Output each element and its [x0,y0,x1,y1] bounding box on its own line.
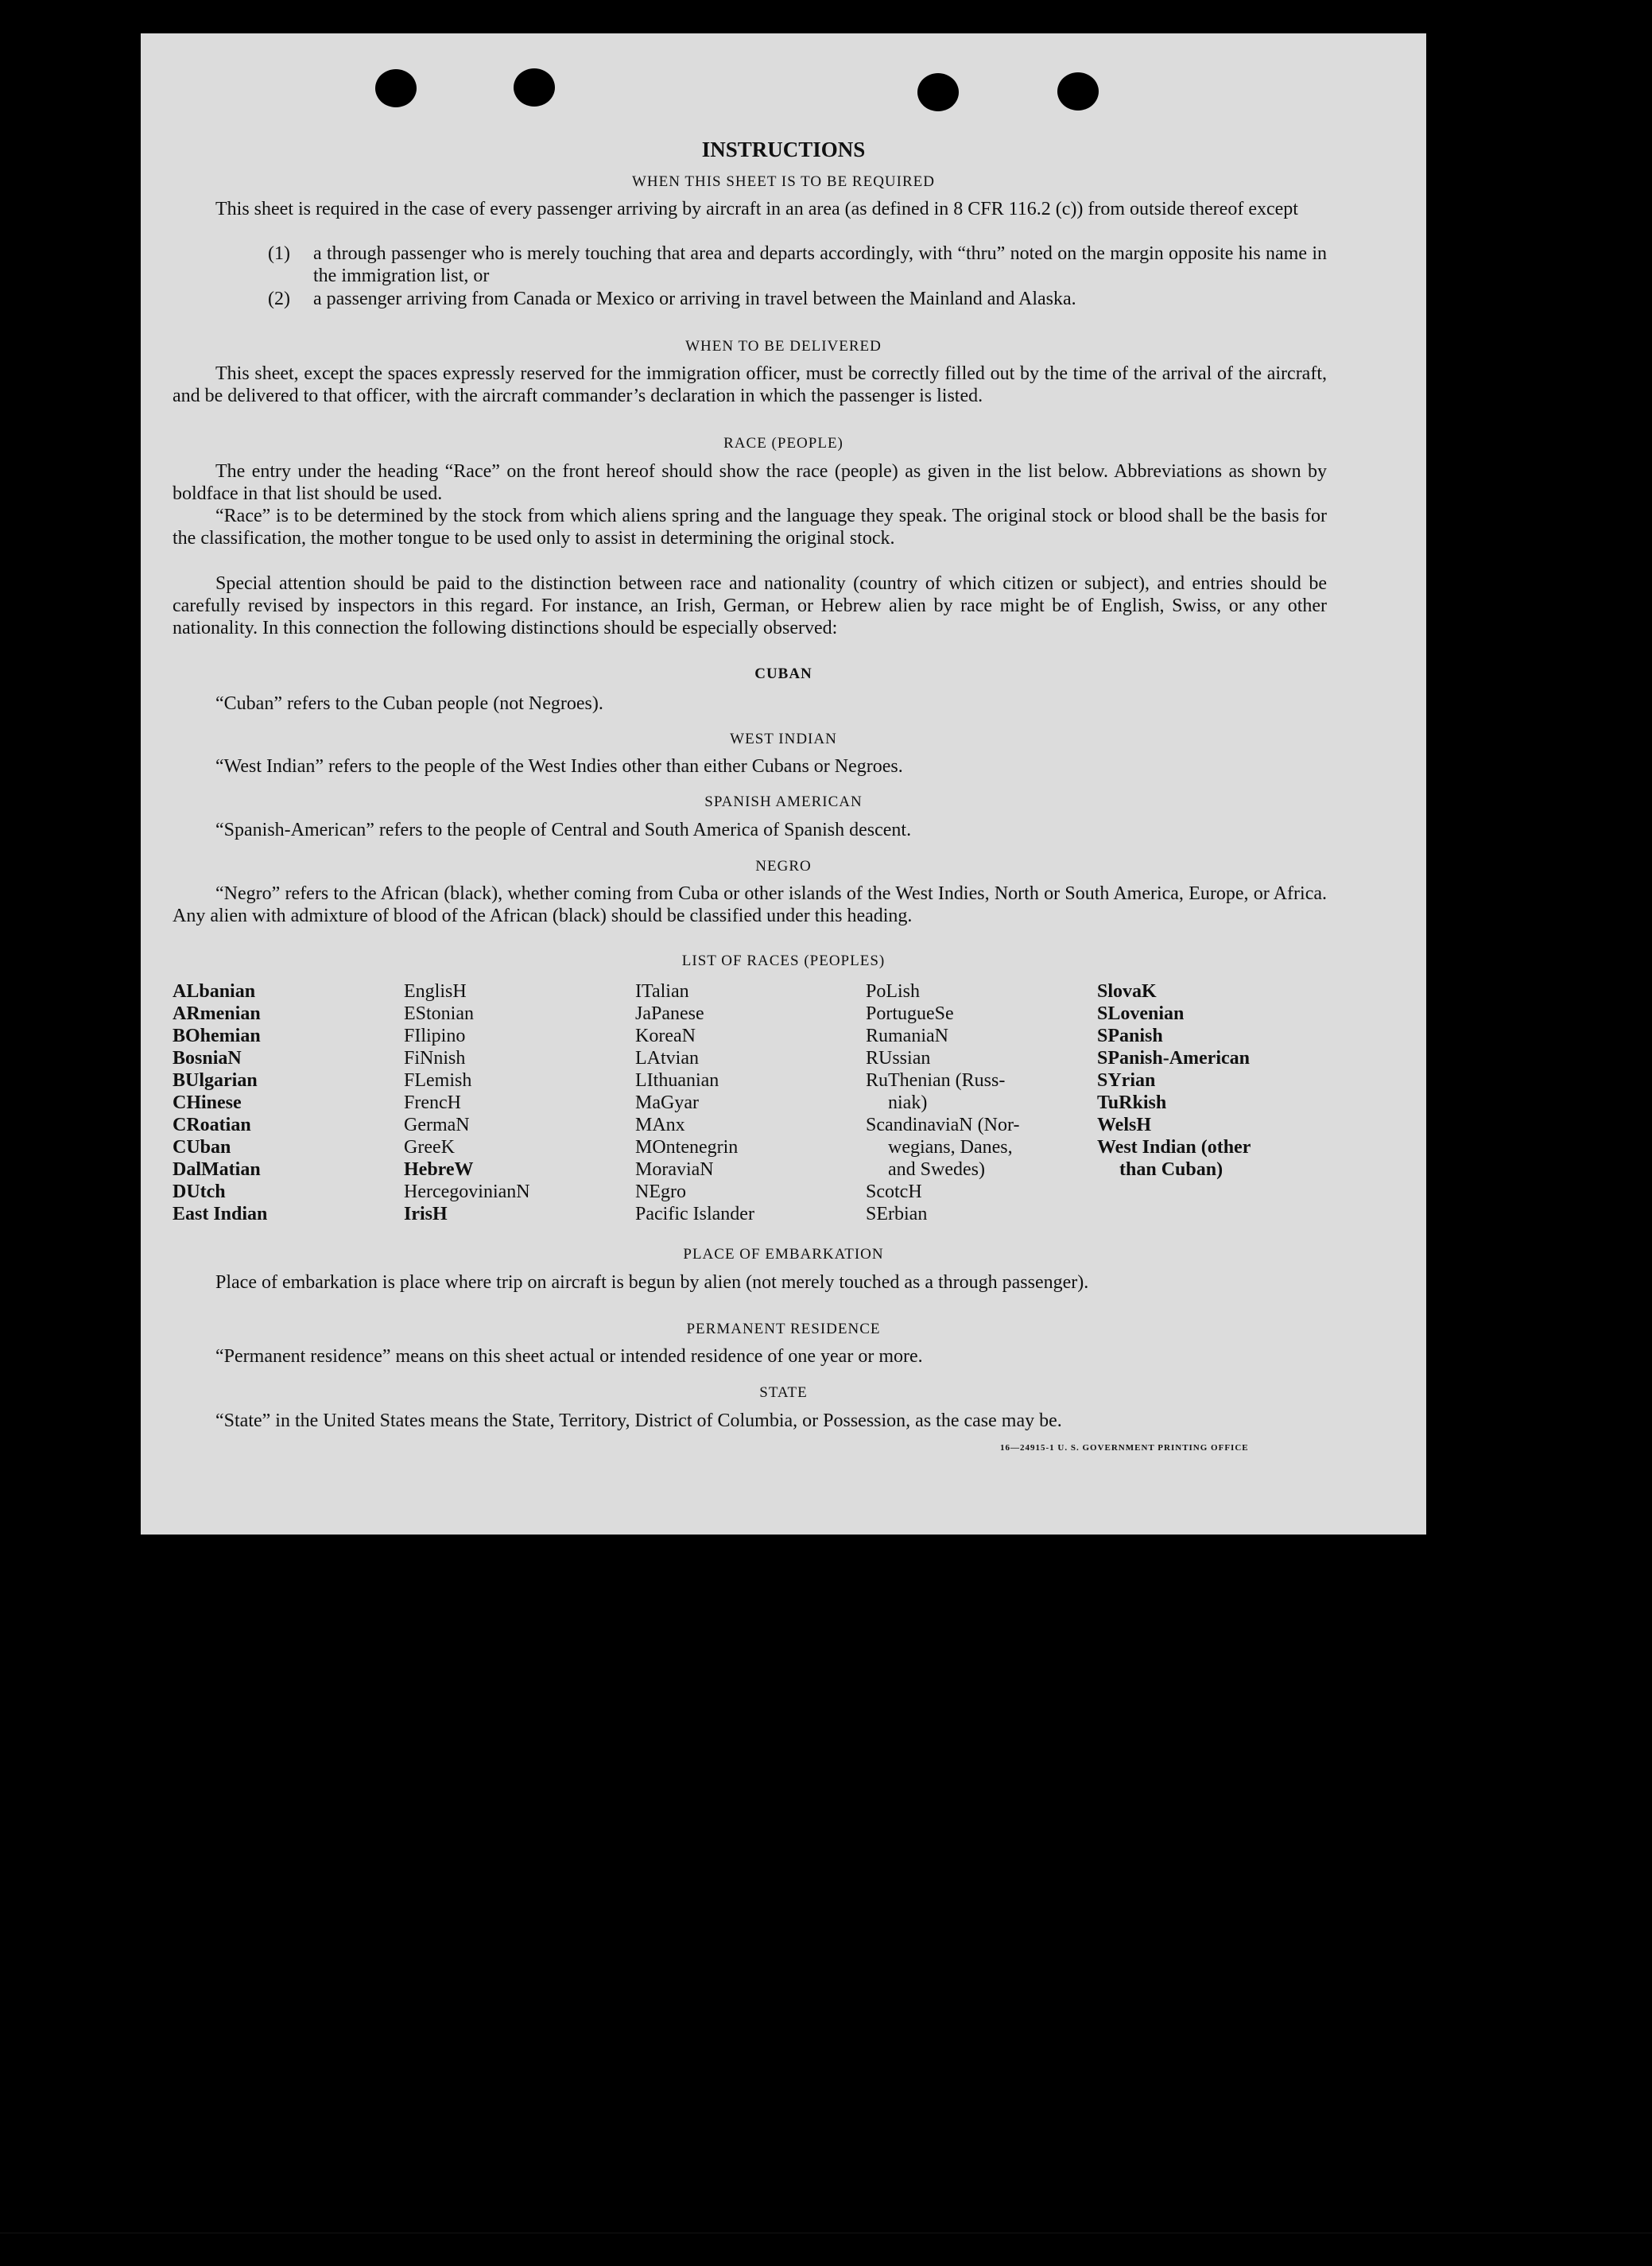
when-delivered-text: This sheet, except the spaces expressly reserved for the immigration officer, must be correctly filled out by the time of the arrival of the aircraft, and be delivered to that officer, with the aircraft commander’s declaration in which the passenger is listed. [173,363,1327,406]
race-entry: TuRkish [1097,1092,1167,1113]
race-entry: ScandinaviaN (Nor- [866,1115,1020,1135]
race-entry: SlovaK [1097,981,1157,1002]
embarkation-text: Place of embarkation is place where trip on aircraft is begun by alien (not merely touched as a through passenger). [215,1272,1089,1293]
race-entry: FIlipino [404,1026,466,1046]
race-entry: ARmenian [173,1003,261,1024]
race-entry: WelsH [1097,1115,1152,1135]
race-entry: BosniaN [173,1048,242,1069]
section-heading-west-indian: WEST INDIAN [730,731,837,747]
negro-text: “Negro” refers to the African (black), whether coming from Cuba or other islands of the West Indies, North or South America, Europe, or Africa. Any alien with admixture of blood of the African (black) should be classified under this heading. [173,883,1327,926]
residence-text: “Permanent residence” means on this sheet actual or intended residence of one year or more. [215,1346,923,1367]
item-2-text: a passenger arriving from Canada or Mexico or arriving in travel between the Mainland and Alaska. [313,289,1076,309]
punch-hole [514,68,555,107]
section-heading-when-required: WHEN THIS SHEET IS TO BE REQUIRED [632,173,935,190]
race-entry: CRoatian [173,1115,251,1135]
race-entry: MOntenegrin [635,1137,739,1158]
race-entry: BUlgarian [173,1070,258,1091]
item-1-number: (1) [268,243,290,264]
races-column-2 [404,980,530,1225]
page-title: INSTRUCTIONS [701,138,866,161]
race-entry: PoLish [866,981,921,1002]
race-entry: JaPanese [635,1003,704,1024]
races-column-4 [866,980,1019,1225]
section-heading-residence: PERMANENT RESIDENCE [686,1321,881,1337]
race-entry: FLemish [404,1070,472,1091]
race-entry: NEgro [635,1182,686,1202]
race-entry: CHinese [173,1092,242,1113]
race-entry: HercegovinianN [404,1182,530,1202]
race-entry: RuThenian (Russ- [866,1070,1006,1091]
race-entry: SPanish-American [1097,1048,1250,1069]
race-paragraph-2: “Race” is to be determined by the stock from which aliens spring and the language they speak. The original stock or blood shall be the basis for the classification, the mother tongue to be used only to assist in determining the original stock. [173,506,1327,549]
race-entry: RumaniaN [866,1026,948,1046]
section-heading-negro: NEGRO [755,858,812,875]
spanish-american-text: “Spanish-American” refers to the people of Central and South America of Spanish descent. [215,820,912,840]
race-entry: ALbanian [173,981,256,1002]
race-entry: EStonian [404,1003,474,1024]
race-entry: SLovenian [1097,1003,1185,1024]
races-column-5 [1097,980,1251,1181]
race-entry: LAtvian [635,1048,699,1069]
section-heading-race: RACE (PEOPLE) [723,435,843,452]
item-2-number: (2) [268,289,290,309]
race-entry: and Swedes) [888,1159,985,1180]
race-entry: SYrian [1097,1070,1156,1091]
printer-footer: 16—24915-1 U. S. GOVERNMENT PRINTING OFFICE [1000,1443,1249,1453]
race-entry: DUtch [173,1182,226,1202]
races-column-1 [173,980,267,1225]
race-entry: CUban [173,1137,231,1158]
race-entry: SPanish [1097,1026,1163,1046]
west-indian-text: “West Indian” refers to the people of the West Indies other than either Cubans or Negroes. [215,756,903,777]
section-heading-embarkation: PLACE OF EMBARKATION [683,1246,884,1263]
race-entry: East Indian [173,1204,268,1224]
race-entry: HebreW [404,1159,474,1180]
race-entry: MAnx [635,1115,685,1135]
section-heading-state: STATE [759,1384,808,1401]
list-of-races-heading: LIST OF RACES (PEOPLES) [681,953,886,969]
race-entry: IrisH [404,1204,448,1224]
item-1-text: a through passenger who is merely touching that area and departs accordingly, with “thru” noted on the margin opposite his name in the immigration list, or [313,243,1327,286]
race-entry: Pacific Islander [635,1204,754,1224]
instruction-sheet [141,33,1426,1535]
race-entry: ITalian [635,981,689,1002]
race-entry: ScotcH [866,1182,922,1202]
section-heading-spanish-american: SPANISH AMERICAN [704,793,863,810]
race-paragraph-3: Special attention should be paid to the distinction between race and nationality (country of which citizen or subject), and entries should be carefully revised by inspectors in this regard. For instance, an Irish, German, or Hebrew alien by race might be of English, Swiss, or any other nationality. In this connection the following distinctions should be especially observed: [173,573,1327,638]
race-entry: SErbian [866,1204,928,1224]
punch-hole [917,73,959,111]
punch-hole [1057,72,1099,111]
race-entry: MaGyar [635,1092,699,1113]
race-entry: West Indian (other [1097,1137,1251,1158]
race-entry: MoraviaN [635,1159,714,1180]
punch-hole [375,69,417,107]
state-text: “State” in the United States means the State, Territory, District of Columbia, or Possession, as the case may be. [215,1410,1062,1431]
race-entry: wegians, Danes, [888,1137,1013,1158]
race-entry: KoreaN [635,1026,696,1046]
when-required-text: This sheet is required in the case of every passenger arriving by aircraft in an area (as defined in 8 CFR 116.2 (c)) from outside thereof except [215,199,1298,219]
races-column-3 [635,980,754,1225]
race-entry: LIthuanian [635,1070,719,1091]
race-paragraph-1: The entry under the heading “Race” on the front hereof should show the race (people) as given in the list below. Abbreviations as shown by boldface in that list should be used. [173,461,1327,504]
race-entry: RUssian [866,1048,931,1069]
section-heading-when-delivered: WHEN TO BE DELIVERED [685,338,882,355]
race-entry: GreeK [404,1137,455,1158]
race-entry: EnglisH [404,981,467,1002]
section-heading-cuban: CUBAN [754,665,812,682]
race-entry: niak) [888,1092,928,1113]
race-entry: FiNnish [404,1048,466,1069]
race-entry: FrencH [404,1092,461,1113]
cuban-text: “Cuban” refers to the Cuban people (not Negroes). [215,693,603,714]
race-entry: than Cuban) [1119,1159,1223,1180]
race-entry: GermaN [404,1115,470,1135]
race-entry: BOhemian [173,1026,261,1046]
race-entry: DalMatian [173,1159,261,1180]
race-entry: PortugueSe [866,1003,954,1024]
